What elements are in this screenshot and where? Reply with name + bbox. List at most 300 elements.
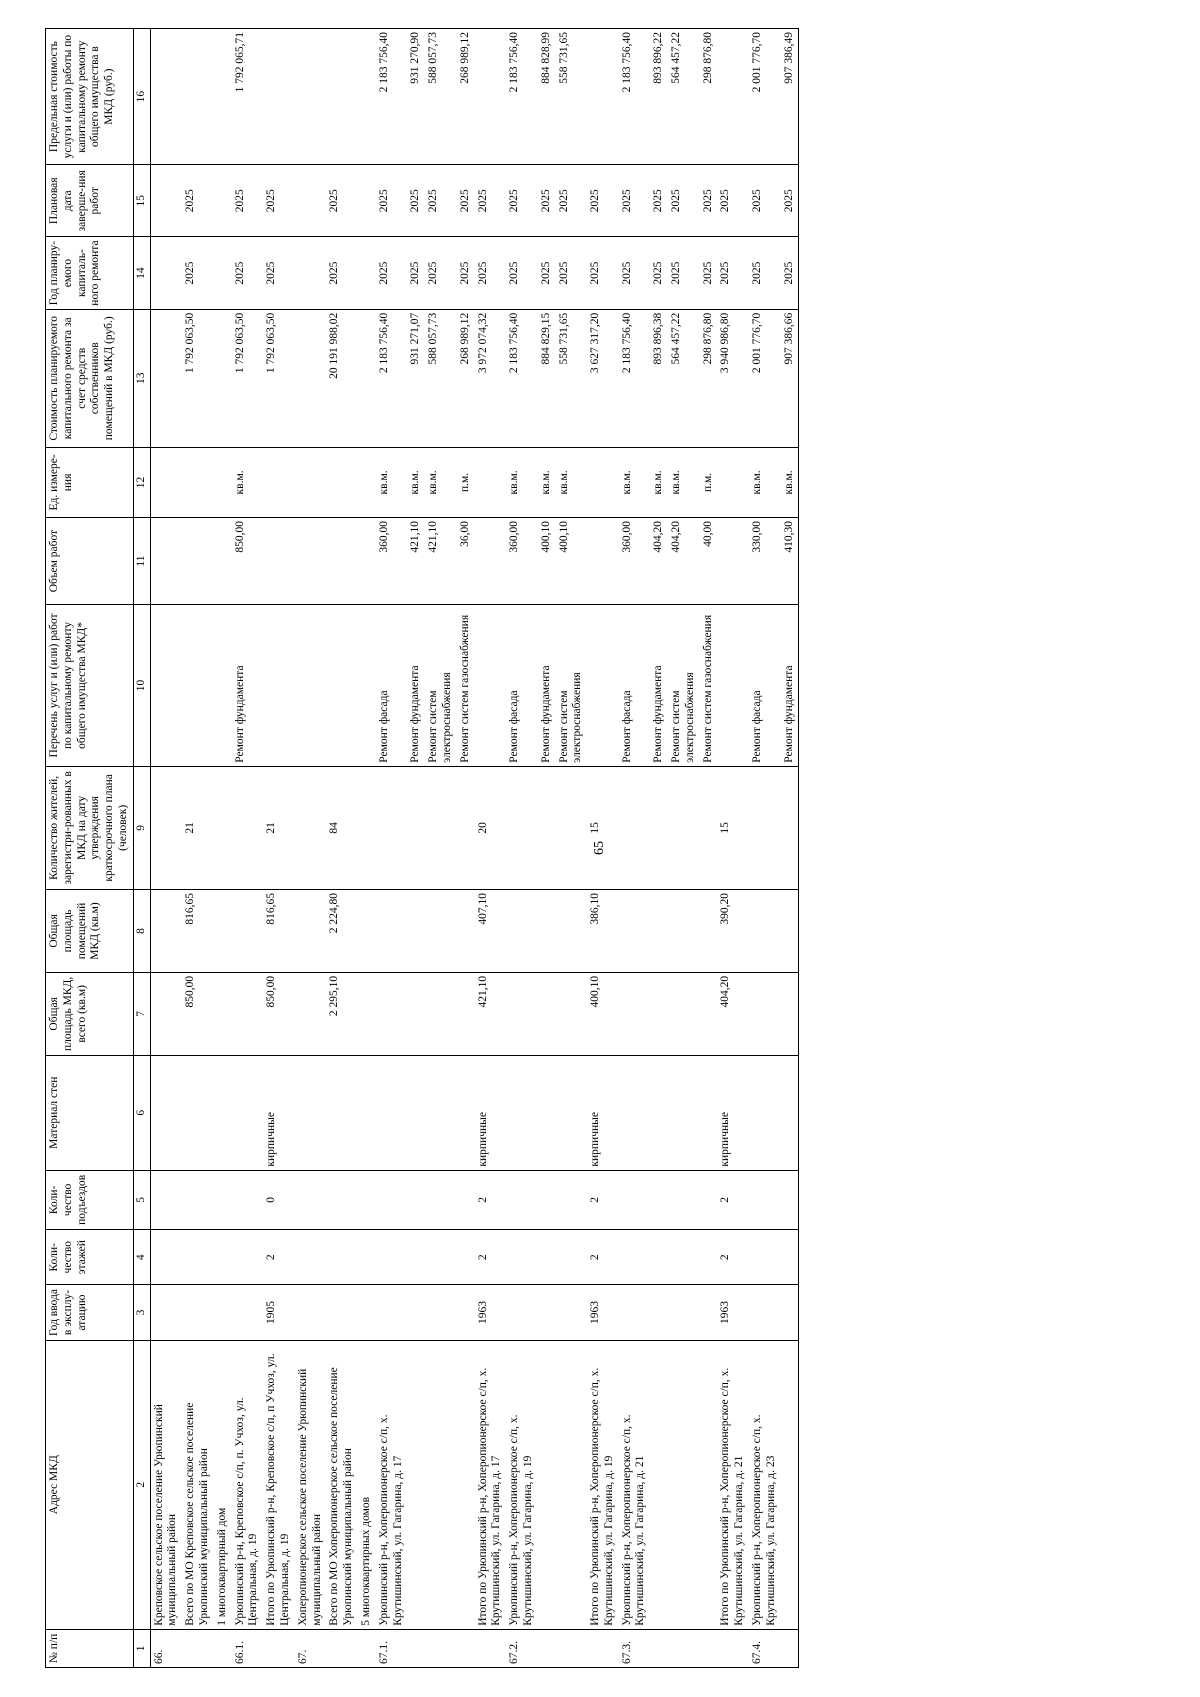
cell-address: Итого по Урюпинский р-н, Хоперопионерское с/п, х. Крутишинский, ул. Гагарина, д. 19: [587, 1340, 619, 1629]
cell-unit: [326, 447, 358, 517]
column-number: 10: [133, 605, 150, 767]
cell-completion-date: 2025: [326, 165, 358, 237]
cell-number: [326, 1629, 358, 1667]
cell-unit: кв.м.: [619, 447, 651, 517]
cell-work-type: Ремонт систем газоснабжения: [700, 605, 718, 767]
cell-completion-date: 2025: [556, 165, 588, 237]
cell-max-cost: [475, 29, 507, 165]
cell-residents: [749, 766, 781, 889]
cell-residents: [457, 766, 475, 889]
cell-unit: п.м.: [457, 447, 475, 517]
table-row: [781, 29, 799, 1668]
cell-premises-area: [457, 890, 475, 973]
table-row: [376, 29, 408, 1668]
header-max-cost: Предельная стоимость услуги и (или) работы по капитальному ремонту общего имущества в МКД (руб.): [46, 29, 134, 165]
cell-planned-cost: 268 989,12: [457, 309, 475, 447]
header-repair-year: Год планиру-емого капиталь-ного ремонта: [46, 237, 134, 309]
cell-work-volume: 410,30: [781, 518, 799, 605]
cell-max-cost: 588 057,73: [425, 29, 457, 165]
cell-year: 1963: [717, 1285, 749, 1340]
cell-wall-material: [650, 1055, 668, 1170]
cell-work-volume: 360,00: [619, 518, 651, 605]
cell-number: [668, 1629, 700, 1667]
column-number: 11: [133, 518, 150, 605]
cell-work-type: Ремонт фасада: [749, 605, 781, 767]
cell-premises-area: [619, 890, 651, 973]
cell-total-area: [295, 972, 327, 1055]
cell-residents: [700, 766, 718, 889]
column-number: 14: [133, 237, 150, 309]
table-row: [650, 29, 668, 1668]
cell-address: [668, 1340, 700, 1629]
cell-floors: 2: [475, 1230, 507, 1285]
cell-premises-area: [358, 890, 376, 973]
cell-premises-area: 390,20: [717, 890, 749, 973]
cell-number: [717, 1629, 749, 1667]
cell-unit: [587, 447, 619, 517]
header-premises-area: Общая площадь помещений МКД (кв.м): [46, 890, 134, 973]
cell-number: 66.1.: [232, 1629, 264, 1667]
cell-total-area: [650, 972, 668, 1055]
column-number: 6: [133, 1055, 150, 1170]
cell-address: Хоперопионерское сельское поселение Урюпинский муниципальный район: [295, 1340, 327, 1629]
cell-floors: 2: [263, 1230, 295, 1285]
cell-address: Итого по Урюпинский р-н, Креповское с/п, п Учхоз, ул. Центральная, д. 19: [263, 1340, 295, 1629]
cell-entrances: [700, 1170, 718, 1230]
cell-wall-material: [376, 1055, 408, 1170]
cell-floors: [700, 1230, 718, 1285]
cell-repair-year: [358, 237, 376, 309]
cell-planned-cost: 3 940 986,80: [717, 309, 749, 447]
cell-planned-cost: 931 271,07: [407, 309, 425, 447]
cell-entrances: [538, 1170, 556, 1230]
cell-year: [700, 1285, 718, 1340]
cell-completion-date: 2025: [650, 165, 668, 237]
cell-entrances: 2: [587, 1170, 619, 1230]
cell-unit: кв.м.: [376, 447, 408, 517]
cell-number: 67.4.: [749, 1629, 781, 1667]
cell-planned-cost: 1 792 063,50: [182, 309, 214, 447]
cell-max-cost: [587, 29, 619, 165]
cell-completion-date: 2025: [506, 165, 538, 237]
column-number: 4: [133, 1230, 150, 1285]
header-address: Адрес МКД: [46, 1340, 134, 1629]
cell-planned-cost: 2 183 756,40: [619, 309, 651, 447]
cell-floors: [214, 1230, 232, 1285]
cell-premises-area: [376, 890, 408, 973]
cell-year: 1963: [475, 1285, 507, 1340]
cell-unit: [358, 447, 376, 517]
column-number: 3: [133, 1285, 150, 1340]
cell-residents: 21: [263, 766, 295, 889]
cell-number: [700, 1629, 718, 1667]
cell-wall-material: [781, 1055, 799, 1170]
table-body: [150, 29, 799, 1668]
cell-work-volume: 421,10: [425, 518, 457, 605]
cell-completion-date: 2025: [587, 165, 619, 237]
cell-planned-cost: 884 829,15: [538, 309, 556, 447]
cell-max-cost: 298 876,80: [700, 29, 718, 165]
cell-premises-area: [781, 890, 799, 973]
cell-wall-material: [425, 1055, 457, 1170]
cell-completion-date: [358, 165, 376, 237]
cell-residents: [506, 766, 538, 889]
cell-number: 67.1.: [376, 1629, 408, 1667]
cell-entrances: [619, 1170, 651, 1230]
cell-floors: [619, 1230, 651, 1285]
cell-total-area: 421,10: [475, 972, 507, 1055]
table-row: [619, 29, 651, 1668]
cell-max-cost: [326, 29, 358, 165]
cell-address: 1 многоквартирный дом: [214, 1340, 232, 1629]
cell-floors: 2: [587, 1230, 619, 1285]
cell-number: [650, 1629, 668, 1667]
table-row: [538, 29, 556, 1668]
cell-completion-date: 2025: [263, 165, 295, 237]
cell-residents: [425, 766, 457, 889]
cell-max-cost: [182, 29, 214, 165]
cell-planned-cost: 1 792 063,50: [232, 309, 264, 447]
cell-wall-material: [295, 1055, 327, 1170]
cell-number: [556, 1629, 588, 1667]
cell-work-volume: 400,10: [556, 518, 588, 605]
cell-planned-cost: [150, 309, 182, 447]
header-work-type: Перечень услуг и (или) работ по капитальному ремонту общего имущества МКД*: [46, 605, 134, 767]
header-planned-cost: Стоимость планируемого капитального ремонта за счет средств собственников помещений в МКД (руб.): [46, 309, 134, 447]
cell-total-area: [407, 972, 425, 1055]
cell-work-volume: [475, 518, 507, 605]
cell-entrances: [407, 1170, 425, 1230]
cell-number: 66.: [150, 1629, 182, 1667]
cell-total-area: [150, 972, 182, 1055]
column-number: 15: [133, 165, 150, 237]
cell-total-area: [425, 972, 457, 1055]
cell-total-area: 400,10: [587, 972, 619, 1055]
cell-work-type: [587, 605, 619, 767]
cell-max-cost: [150, 29, 182, 165]
cell-total-area: [214, 972, 232, 1055]
cell-unit: кв.м.: [425, 447, 457, 517]
cell-premises-area: [232, 890, 264, 973]
cell-unit: [295, 447, 327, 517]
cell-work-type: Ремонт фасада: [619, 605, 651, 767]
table-row: [749, 29, 781, 1668]
cell-residents: [538, 766, 556, 889]
cell-entrances: [425, 1170, 457, 1230]
cell-residents: [232, 766, 264, 889]
cell-work-volume: 360,00: [506, 518, 538, 605]
cell-wall-material: кирпичные: [475, 1055, 507, 1170]
cell-premises-area: [668, 890, 700, 973]
cell-year: [556, 1285, 588, 1340]
cell-address: Урюпинский р-н, Хоперопионерское с/п, х. Крутишинский, ул. Гагарина, д. 19: [506, 1340, 538, 1629]
cell-address: [457, 1340, 475, 1629]
cell-unit: кв.м.: [650, 447, 668, 517]
cell-address: Итого по Урюпинский р-н, Хоперопионерское с/п, х. Крутишинский, ул. Гагарина, д. 21: [717, 1340, 749, 1629]
table-row: [717, 29, 749, 1668]
cell-work-volume: 36,00: [457, 518, 475, 605]
header-entrances: Коли-чество подъездов: [46, 1170, 134, 1230]
cell-planned-cost: 3 972 074,32: [475, 309, 507, 447]
cell-number: [407, 1629, 425, 1667]
table-row: [506, 29, 538, 1668]
cell-repair-year: 2025: [717, 237, 749, 309]
cell-address: Креповское сельское поселение Урюпинский муниципальный район: [150, 1340, 182, 1629]
cell-repair-year: 2025: [538, 237, 556, 309]
cell-unit: [475, 447, 507, 517]
cell-floors: [232, 1230, 264, 1285]
cell-floors: [668, 1230, 700, 1285]
cell-number: 67.2.: [506, 1629, 538, 1667]
cell-total-area: [358, 972, 376, 1055]
cell-floors: [376, 1230, 408, 1285]
cell-year: [457, 1285, 475, 1340]
cell-work-volume: 40,00: [700, 518, 718, 605]
cell-entrances: [376, 1170, 408, 1230]
cell-residents: [650, 766, 668, 889]
cell-residents: [150, 766, 182, 889]
table-row: [326, 29, 358, 1668]
cell-planned-cost: 3 627 317,20: [587, 309, 619, 447]
cell-total-area: 850,00: [182, 972, 214, 1055]
cell-planned-cost: 2 001 776,70: [749, 309, 781, 447]
cell-number: [182, 1629, 214, 1667]
cell-year: [407, 1285, 425, 1340]
cell-work-type: Ремонт фундамента: [650, 605, 668, 767]
cell-residents: [214, 766, 232, 889]
cell-completion-date: 2025: [781, 165, 799, 237]
cell-completion-date: 2025: [182, 165, 214, 237]
cell-entrances: [781, 1170, 799, 1230]
cell-year: [506, 1285, 538, 1340]
cell-planned-cost: [295, 309, 327, 447]
cell-year: [214, 1285, 232, 1340]
column-number: 9: [133, 766, 150, 889]
cell-repair-year: 2025: [700, 237, 718, 309]
cell-year: [668, 1285, 700, 1340]
cell-work-volume: 330,00: [749, 518, 781, 605]
cell-repair-year: 2025: [749, 237, 781, 309]
cell-max-cost: 1 792 065,71: [232, 29, 264, 165]
cell-total-area: [668, 972, 700, 1055]
cell-number: [457, 1629, 475, 1667]
cell-year: 1905: [263, 1285, 295, 1340]
cell-wall-material: [619, 1055, 651, 1170]
cell-repair-year: 2025: [376, 237, 408, 309]
cell-work-type: [326, 605, 358, 767]
cell-repair-year: 2025: [619, 237, 651, 309]
cell-premises-area: 816,65: [263, 890, 295, 973]
cell-premises-area: [538, 890, 556, 973]
cell-year: [326, 1285, 358, 1340]
cell-wall-material: [700, 1055, 718, 1170]
cell-planned-cost: 20 191 988,02: [326, 309, 358, 447]
cell-completion-date: 2025: [407, 165, 425, 237]
cell-max-cost: 2 183 756,40: [506, 29, 538, 165]
cell-completion-date: 2025: [717, 165, 749, 237]
cell-floors: [407, 1230, 425, 1285]
cell-number: 67.: [295, 1629, 327, 1667]
cell-work-type: [182, 605, 214, 767]
cell-year: [781, 1285, 799, 1340]
cell-max-cost: 931 270,90: [407, 29, 425, 165]
cell-repair-year: [214, 237, 232, 309]
cell-floors: [556, 1230, 588, 1285]
cell-premises-area: 386,10: [587, 890, 619, 973]
cell-total-area: [538, 972, 556, 1055]
cell-repair-year: [295, 237, 327, 309]
cell-year: [425, 1285, 457, 1340]
cell-wall-material: [407, 1055, 425, 1170]
cell-premises-area: 2 224,80: [326, 890, 358, 973]
cell-repair-year: 2025: [425, 237, 457, 309]
cell-total-area: [232, 972, 264, 1055]
cell-total-area: [457, 972, 475, 1055]
cell-unit: кв.м.: [538, 447, 556, 517]
cell-completion-date: 2025: [700, 165, 718, 237]
cell-address: Урюпинский р-н, Хоперопионерское с/п, х. Крутишинский, ул. Гагарина, д. 23: [749, 1340, 781, 1629]
cell-planned-cost: [358, 309, 376, 447]
cell-max-cost: 884 828,99: [538, 29, 556, 165]
header-wall-material: Материал стен: [46, 1055, 134, 1170]
cell-work-volume: [295, 518, 327, 605]
cell-address: Урюпинский р-н, Креповское с/п, п. Учхоз, ул. Центральная, д. 19: [232, 1340, 264, 1629]
cell-residents: [407, 766, 425, 889]
cell-entrances: [457, 1170, 475, 1230]
cell-unit: [717, 447, 749, 517]
cell-residents: 21: [182, 766, 214, 889]
cell-planned-cost: 2 183 756,40: [506, 309, 538, 447]
cell-work-volume: [587, 518, 619, 605]
column-number-row: [133, 29, 150, 1668]
cell-wall-material: кирпичные: [717, 1055, 749, 1170]
cell-completion-date: [295, 165, 327, 237]
cell-planned-cost: 564 457,22: [668, 309, 700, 447]
cell-repair-year: 2025: [650, 237, 668, 309]
cell-floors: [506, 1230, 538, 1285]
page-number: 65: [592, 841, 607, 855]
cell-work-volume: 404,20: [668, 518, 700, 605]
cell-completion-date: 2025: [475, 165, 507, 237]
table-row: [475, 29, 507, 1668]
cell-wall-material: [457, 1055, 475, 1170]
repair-plan-table: [45, 28, 799, 1668]
cell-max-cost: [295, 29, 327, 165]
cell-wall-material: [214, 1055, 232, 1170]
cell-wall-material: [326, 1055, 358, 1170]
cell-residents: [376, 766, 408, 889]
cell-entrances: [749, 1170, 781, 1230]
cell-number: 67.3.: [619, 1629, 651, 1667]
cell-repair-year: 2025: [506, 237, 538, 309]
cell-unit: кв.м.: [749, 447, 781, 517]
cell-total-area: [506, 972, 538, 1055]
table-row: [587, 29, 619, 1668]
cell-repair-year: [150, 237, 182, 309]
cell-premises-area: [214, 890, 232, 973]
column-number: 8: [133, 890, 150, 973]
cell-address: Урюпинский р-н, Хоперопионерское с/п, х. Крутишинский, ул. Гагарина, д. 21: [619, 1340, 651, 1629]
cell-work-type: Ремонт фундамента: [538, 605, 556, 767]
cell-entrances: [150, 1170, 182, 1230]
cell-floors: [650, 1230, 668, 1285]
cell-unit: [263, 447, 295, 517]
cell-planned-cost: 2 183 756,40: [376, 309, 408, 447]
cell-premises-area: [556, 890, 588, 973]
cell-premises-area: [749, 890, 781, 973]
cell-repair-year: 2025: [232, 237, 264, 309]
cell-work-volume: 360,00: [376, 518, 408, 605]
cell-wall-material: [358, 1055, 376, 1170]
cell-entrances: [326, 1170, 358, 1230]
cell-planned-cost: 907 386,66: [781, 309, 799, 447]
cell-premises-area: [150, 890, 182, 973]
column-number: 16: [133, 29, 150, 165]
table-row: [150, 29, 182, 1668]
cell-number: [538, 1629, 556, 1667]
cell-repair-year: 2025: [182, 237, 214, 309]
cell-year: [232, 1285, 264, 1340]
cell-completion-date: [150, 165, 182, 237]
table-row: [700, 29, 718, 1668]
cell-year: [619, 1285, 651, 1340]
table-row: [358, 29, 376, 1668]
cell-entrances: [232, 1170, 264, 1230]
table-row: [182, 29, 214, 1668]
cell-premises-area: [700, 890, 718, 973]
header-floors: Коли-чество этажей: [46, 1230, 134, 1285]
cell-number: [214, 1629, 232, 1667]
cell-repair-year: 2025: [587, 237, 619, 309]
cell-repair-year: 2025: [781, 237, 799, 309]
cell-total-area: 850,00: [263, 972, 295, 1055]
cell-work-type: Ремонт систем электроснабжения: [668, 605, 700, 767]
cell-max-cost: 2 183 756,40: [619, 29, 651, 165]
cell-year: [182, 1285, 214, 1340]
cell-floors: [358, 1230, 376, 1285]
cell-max-cost: 907 386,49: [781, 29, 799, 165]
cell-wall-material: кирпичные: [587, 1055, 619, 1170]
cell-planned-cost: 893 896,38: [650, 309, 668, 447]
cell-number: [425, 1629, 457, 1667]
cell-residents: [358, 766, 376, 889]
cell-floors: [749, 1230, 781, 1285]
cell-repair-year: 2025: [407, 237, 425, 309]
cell-residents: [781, 766, 799, 889]
cell-unit: кв.м.: [781, 447, 799, 517]
cell-total-area: 2 295,10: [326, 972, 358, 1055]
cell-address: Всего по МО Креповское сельское поселение Урюпинский муниципальный район: [182, 1340, 214, 1629]
cell-floors: 2: [717, 1230, 749, 1285]
cell-premises-area: [650, 890, 668, 973]
cell-address: [650, 1340, 668, 1629]
table-row: [457, 29, 475, 1668]
cell-work-type: [295, 605, 327, 767]
cell-work-type: Ремонт фундамента: [781, 605, 799, 767]
cell-address: Итого по Урюпинский р-н, Хоперопионерское с/п, х. Крутишинский, ул. Гагарина, д. 17: [475, 1340, 507, 1629]
cell-work-type: Ремонт систем электроснабжения: [425, 605, 457, 767]
cell-number: [263, 1629, 295, 1667]
cell-number: [475, 1629, 507, 1667]
cell-max-cost: 893 896,22: [650, 29, 668, 165]
column-number: 2: [133, 1340, 150, 1629]
cell-total-area: [781, 972, 799, 1055]
cell-entrances: [506, 1170, 538, 1230]
cell-unit: [182, 447, 214, 517]
cell-wall-material: [506, 1055, 538, 1170]
cell-entrances: 0: [263, 1170, 295, 1230]
cell-floors: [150, 1230, 182, 1285]
